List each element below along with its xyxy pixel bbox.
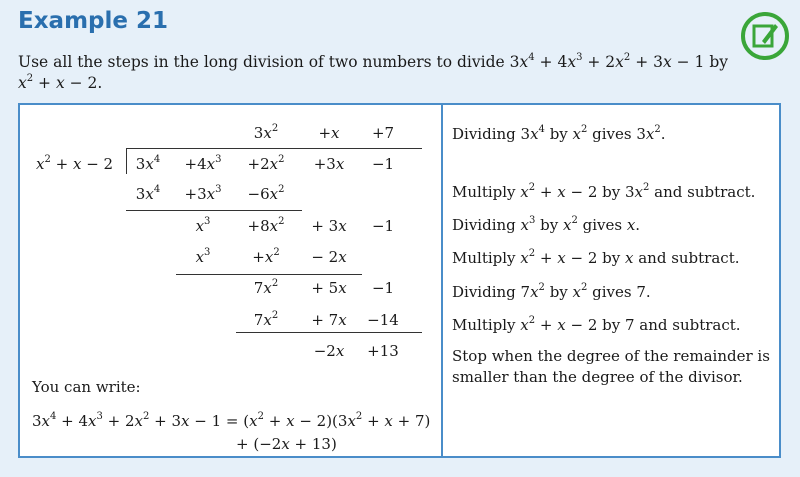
division-term-rem1-3: + 3x [311, 217, 347, 235]
division-term-rem1-1: $x^3$ [195, 216, 211, 235]
explanation-6: Multiply $x^2 + x - 2$ by 7 and subtract. [452, 315, 741, 334]
explanation-7: Stop when the degree of the remainder is smaller than the degree of the divisor. [452, 347, 770, 386]
subtract-rule-2 [176, 274, 362, 275]
division-term-sub1-1: $+3x^3$ [184, 184, 222, 203]
edit-pencil-icon [740, 11, 790, 61]
explanation-3: Dividing $x^3$ by $x^2$ gives x. [452, 215, 641, 234]
division-term-sub2-1: $x^3$ [195, 247, 211, 266]
explanation-2: Multiply $x^2 + x - 2$ by $3x^2$ and subtract. [452, 182, 756, 201]
division-term-sub2-2: $+x^2$ [252, 247, 280, 266]
result-line-1: $3x^4 + 4x^3 + 2x^2 + 3x - 1 = (x^2 + x - 2)(3x^2 + x + 7)$ [32, 411, 431, 430]
division-term-dividend-4: −1 [371, 155, 395, 173]
division-term-dividend-1: $+4x^3$ [184, 154, 222, 173]
division-term-rem2-2: $7x^2$ [253, 278, 279, 297]
division-term-dividend-2: $+2x^2$ [247, 154, 285, 173]
division-bracket-top [126, 148, 422, 149]
division-term-sub3-3: + 7x [311, 311, 347, 329]
division-term-sub1-0: $3x^4$ [135, 184, 161, 203]
division-term-dividend-3: +3x [313, 155, 345, 173]
explanation-5: Dividing $7x^2$ by $x^2$ gives 7. [452, 282, 651, 301]
divisor: $x^2 + x - 2$ [36, 154, 114, 173]
division-term-rem3-3: −2x [313, 342, 345, 360]
division-term-rem1-4: −1 [371, 217, 395, 235]
division-term-sub3-2: $7x^2$ [253, 310, 279, 329]
division-term-rem3-4: +13 [367, 342, 399, 360]
explanation-4: Multiply $x^2 + x - 2$ by x and subtract. [452, 248, 740, 267]
division-term-sub2-3: − 2x [311, 248, 347, 266]
division-term-rem2-3: + 5x [311, 279, 347, 297]
division-term-dividend-0: $3x^4$ [135, 154, 161, 173]
division-term-rem2-4: −1 [371, 279, 395, 297]
division-term-sub1-2: $-6x^2$ [247, 184, 285, 203]
division-term-rem1-2: $+8x^2$ [247, 216, 285, 235]
subtract-rule-3 [236, 332, 422, 333]
subtract-rule-1 [126, 210, 302, 211]
division-term-quotient-2: $3x^2$ [253, 123, 279, 142]
division-bracket [126, 148, 127, 174]
division-term-quotient-3: +x [318, 124, 340, 142]
division-term-quotient-4: +7 [371, 124, 395, 142]
explanation-1: Dividing $3x^4$ by $x^2$ gives $3x^2$. [452, 124, 666, 143]
result-line-2: + (−2x + 13) [236, 435, 337, 453]
column-divider [441, 103, 443, 458]
intro-text: Use all the steps in the long division of two numbers to divide $3x^4 + 4x^3 + 2x^2 + 3x - 1$ by $x^2 + x - 2$. [18, 51, 729, 92]
division-term-sub3-4: −14 [367, 311, 399, 329]
you-can-write-label: You can write: [32, 378, 141, 396]
example-title: Example 21 [18, 8, 168, 34]
